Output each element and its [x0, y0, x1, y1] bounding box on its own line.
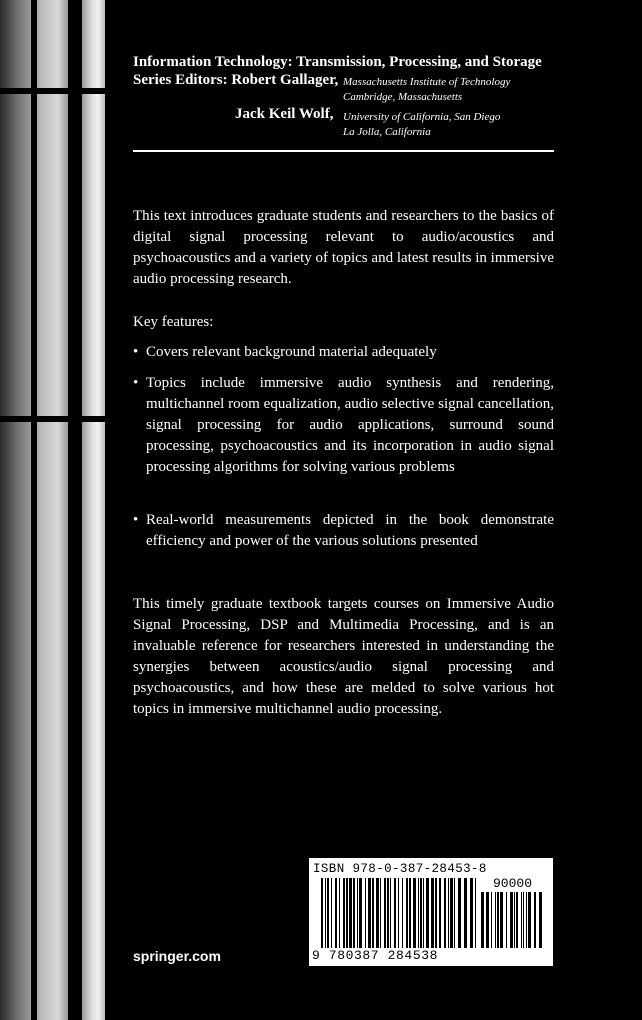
barcode-bars — [321, 878, 476, 948]
barcode-bar — [339, 878, 340, 948]
left-gradient-strip-narrow — [82, 0, 105, 1020]
barcode-bar — [458, 878, 461, 948]
bullet-icon: • — [133, 375, 139, 391]
barcode-bar — [402, 878, 403, 948]
isbn-barcode — [309, 858, 553, 966]
barcode-bar — [486, 892, 489, 948]
barcode-bar — [384, 878, 386, 948]
barcode-bar — [346, 878, 348, 948]
barcode-bar — [372, 878, 374, 948]
barcode-bar — [475, 878, 476, 948]
barcode-bar — [506, 892, 507, 948]
series-title: Information Technology: Transmission, Processing, and Storage — [133, 54, 542, 70]
barcode-bar — [435, 878, 437, 948]
barcode-bar — [343, 878, 345, 948]
barcode-bar — [409, 878, 411, 948]
barcode-bar — [497, 892, 499, 948]
feature-item — [133, 510, 554, 552]
barcode-bar — [500, 892, 503, 948]
editor1-affiliation-line1: Massachusetts Institute of Technology — [343, 76, 511, 88]
barcode-bar — [325, 878, 326, 948]
barcode-bar — [390, 878, 391, 948]
barcode-bar — [481, 892, 484, 948]
barcode-bar — [495, 892, 496, 948]
barcode-bar — [448, 878, 449, 948]
feature-text: Topics include immersive audio synthesis and rendering, multichannel room equalization, audio selective signal cancellation, signal processing for audio applications, surround sound processing, psychoacoustics and its incorporation in audio signal processing algorithms for solving various problems — [146, 375, 554, 475]
isbn-label: ISBN 978-0-387-28453-8 — [313, 862, 487, 876]
barcode-bar — [514, 892, 515, 948]
barcode-bar — [335, 878, 337, 948]
barcode-bar — [534, 892, 536, 948]
barcode-addon-bars — [481, 892, 543, 948]
editor2-affiliation-line1: University of California, San Diego — [343, 111, 501, 123]
key-features-heading: Key features: — [133, 314, 214, 330]
series-header — [133, 52, 563, 140]
barcode-bar — [357, 878, 358, 948]
barcode-bar — [413, 878, 416, 948]
feature-text: Real-world measurements depicted in the book demonstrate efficiency and power of the various solutions presented — [146, 512, 554, 549]
feature-text: Covers relevant background material adequately — [146, 344, 437, 360]
barcode-bar — [387, 878, 389, 948]
barcode-bar — [365, 878, 366, 948]
editor1-affiliation — [343, 75, 510, 105]
barcode-bar — [491, 892, 492, 948]
barcode-bar — [349, 878, 352, 948]
editor2-name: Jack Keil Wolf, — [235, 106, 334, 122]
barcode-bar — [528, 892, 531, 948]
barcode-bar — [420, 878, 422, 948]
editor2-affiliation-line2: La Jolla, California — [343, 126, 431, 138]
intro-paragraph: This text introduces graduate students and researchers to the basics of digital signal processing relevant to audio/acoustics and psychoacoustics and a variety of topics and latest results in immersive audio processing research. — [133, 208, 554, 287]
barcode-bar — [380, 878, 381, 948]
series-editors-lead: Series Editors: Robert Gallager, — [133, 72, 339, 88]
barcode-bar — [353, 878, 355, 948]
barcode-bar — [521, 892, 522, 948]
editor2-affiliation — [343, 110, 500, 140]
barcode-bar — [321, 878, 323, 948]
barcode-bar — [454, 878, 455, 948]
barcode-bar — [331, 878, 332, 948]
barcode-bar — [526, 892, 527, 948]
barcode-bar — [450, 878, 453, 948]
publisher-url: springer.com — [133, 948, 221, 964]
strip-divider — [0, 416, 105, 422]
barcode-bar — [359, 878, 362, 948]
barcode-bar — [464, 878, 467, 948]
editor1-affiliation-line2: Cambridge, Massachusetts — [343, 91, 463, 103]
barcode-bar — [327, 878, 329, 948]
strip-divider — [0, 88, 105, 94]
barcode-bar — [510, 892, 513, 948]
barcode-bar — [368, 878, 371, 948]
barcode-bar — [516, 892, 518, 948]
barcode-bar — [423, 878, 424, 948]
editor-row-1 — [133, 72, 563, 106]
barcode-bar — [470, 878, 473, 948]
barcode-bar — [439, 878, 441, 948]
barcode-bar — [539, 892, 542, 948]
barcode-addon-text: 90000 — [493, 876, 533, 891]
barcode-bar — [426, 878, 429, 948]
header-rule — [133, 150, 554, 152]
barcode-bar — [376, 878, 379, 948]
barcode-bar — [444, 878, 446, 948]
feature-item — [133, 342, 554, 363]
barcode-bar — [398, 878, 399, 948]
strip-divider-vertical — [31, 0, 37, 1020]
barcode-bar — [523, 892, 524, 948]
ean-digits: 9 780387 284538 — [312, 948, 439, 963]
closing-paragraph: This timely graduate textbook targets courses on Immersive Audio Signal Processing, DSP and Multimedia Processing, and is an invaluable reference for researchers interested in understanding the synergies between acoustics/audio signal processing and psychoacoustics, and how these are melded to solve various hot topics in immersive multichannel audio processing. — [133, 596, 554, 717]
bullet-icon: • — [133, 344, 139, 360]
feature-item — [133, 373, 554, 478]
barcode-bar — [418, 878, 419, 948]
bullet-icon: • — [133, 512, 139, 528]
barcode-bar — [406, 878, 408, 948]
editor-row-2 — [133, 106, 563, 140]
barcode-bar — [394, 878, 396, 948]
barcode-bar — [431, 878, 434, 948]
